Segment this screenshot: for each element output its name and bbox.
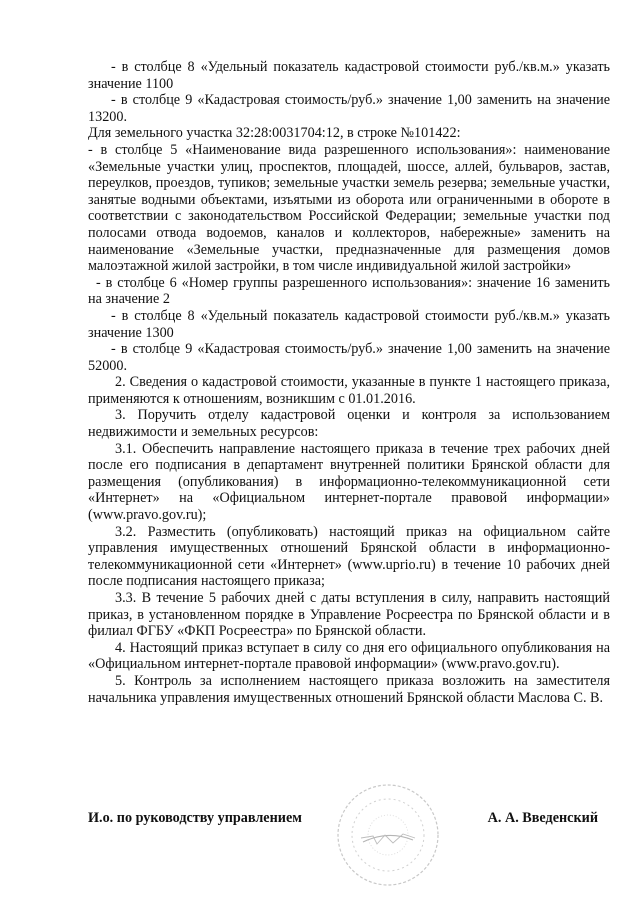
document-body [88, 59, 610, 706]
paragraph-col9-1: - в столбце 9 «Кадастровая стоимость/руб.» значение 1,00 заменить на значение 13200. [88, 92, 610, 125]
paragraph-plot-heading: Для земельного участка 32:28:0031704:12, в строке №101422: [88, 125, 461, 142]
paragraph-col6: - в столбце 6 «Номер группы разрешенного использования»: значение 16 заменить на значение 2 [88, 274, 610, 308]
paragraph-item-3: 3. Поручить отделу кадастровой оценки и контроля за использованием недвижимости и земельных ресурсов: [88, 407, 610, 441]
signer-position: И.о. по руководству управлением [88, 810, 302, 826]
paragraph-item-2: 2. Сведения о кадастровой стоимости, указанные в пункте 1 настоящего приказа, применяются к отношениям, возникшим с 01.01.2016. [88, 374, 610, 407]
paragraph-item-4: 4. Настоящий приказ вступает в силу со дня его официального опубликования на «Официальном интернет-портале правовой информации» (www.pravo.gov.ru). [88, 639, 610, 673]
paragraph-col5: - в столбце 5 «Наименование вида разрешенного использования»: наименование «Земельные участки улиц, проспектов, площадей, шоссе, аллей, бульваров, застав, переулков, проездов, тупиков; земельные участки земель резерва; земельные участки, занятые водными объектами, изъятыми из оборота или ограниченными в обороте в соответствии с законодательством Российской Федерации; земельные участки под полосами отвода водоемов, каналов и коллекторов, набережные» заменить на наименование «Земельные участки, предназначенные для размещения домов малоэтажной жилой застройки, в том числе индивидуальной жилой застройки» [88, 141, 610, 275]
signer-name: А. А. Введенский [487, 810, 598, 826]
paragraph-item-3-1: 3.1. Обеспечить направление настоящего приказа в течение трех рабочих дней после его подписания в департамент внутренней политики Брянской области для размещения (опубликования) в информационно-телекоммуникационной сети «Интернет» на «Официальном интернет-портале правовой информации» (www.pravo.gov.ru); [88, 440, 610, 524]
paragraph-col8-1: - в столбце 8 «Удельный показатель кадастровой стоимости руб./кв.м.» указать значение 1100 [88, 59, 610, 92]
paragraph-col9-2: - в столбце 9 «Кадастровая стоимость/руб.» значение 1,00 заменить на значение 52000. [88, 341, 610, 374]
paragraph-item-5: 5. Контроль за исполнением настоящего приказа возложить на заместителя начальника управления имущественных отношений Брянской области Маслова С. В. [88, 672, 610, 706]
official-seal [333, 780, 443, 890]
paragraph-col8-2: - в столбце 8 «Удельный показатель кадастровой стоимости руб./кв.м.» указать значение 1300 [88, 307, 610, 341]
paragraph-item-3-2: 3.2. Разместить (опубликовать) настоящий приказ на официальном сайте управления имущественных отношений Брянской области в информационно-телекоммуникационной сети «Интернет» (www.uprio.ru) в течение 10 рабочих дней после подписания настоящего приказа; [88, 523, 610, 590]
paragraph-item-3-3: 3.3. В течение 5 рабочих дней с даты вступления в силу, направить настоящий приказ, в установленном порядке в Управление Росреестра по Брянской области и в филиал ФГБУ «ФКП Росреестра» по Брянской области. [88, 590, 610, 640]
